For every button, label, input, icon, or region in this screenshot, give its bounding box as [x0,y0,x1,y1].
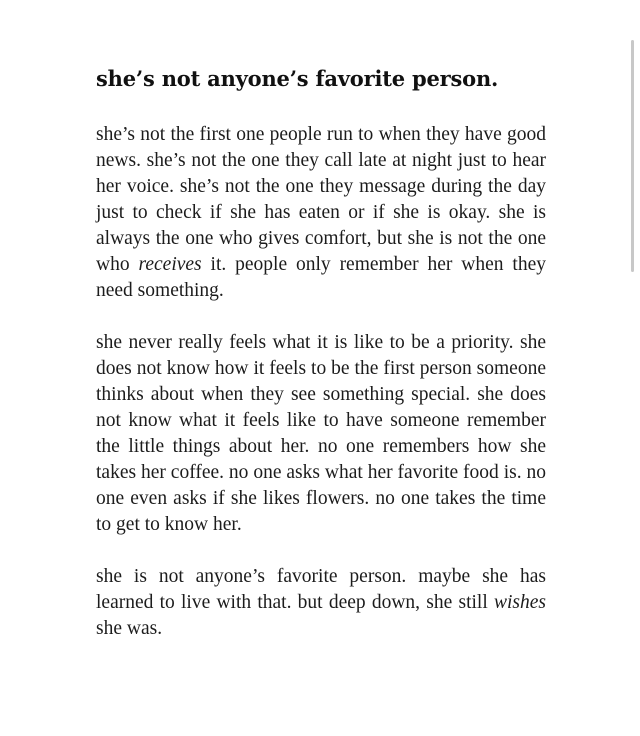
scrollbar-thumb[interactable] [631,40,634,272]
paragraph-1-text-end: it. people only remember her when they need something. [96,254,546,301]
paragraph-3-text-end: she was. [96,618,163,639]
paragraph-1-text: she’s not the first one people run to when they have good news. she’s not the one they call late at night just to hear her voice. she’s not the one they message during the day just to check if she has eaten or if she is okay. she is always the one who gives comfort, but she is not the one who [96,124,546,275]
paragraph-3-text: she is not anyone’s favorite person. maybe she has learned to live with that. but deep down, she still [96,566,546,613]
paragraph-1 [96,122,546,304]
paragraph-1-emphasis: receives [138,254,202,275]
paragraph-3 [96,564,546,642]
paragraph-3-emphasis: wishes [493,592,546,613]
document-title: she’s not anyone’s favorite person. [96,66,499,91]
paragraph-2: she never really feels what it is like to be a priority. she does not know how it feels to be the first person someone thinks about when they see something special. she does not know what it feels like to have someone remember the little things about her. no one remembers how she takes her coffee. no one asks what her favorite food is. no one even asks if she likes flowers. no one takes the time to get to know her. [96,332,546,535]
document-page [96,64,546,668]
